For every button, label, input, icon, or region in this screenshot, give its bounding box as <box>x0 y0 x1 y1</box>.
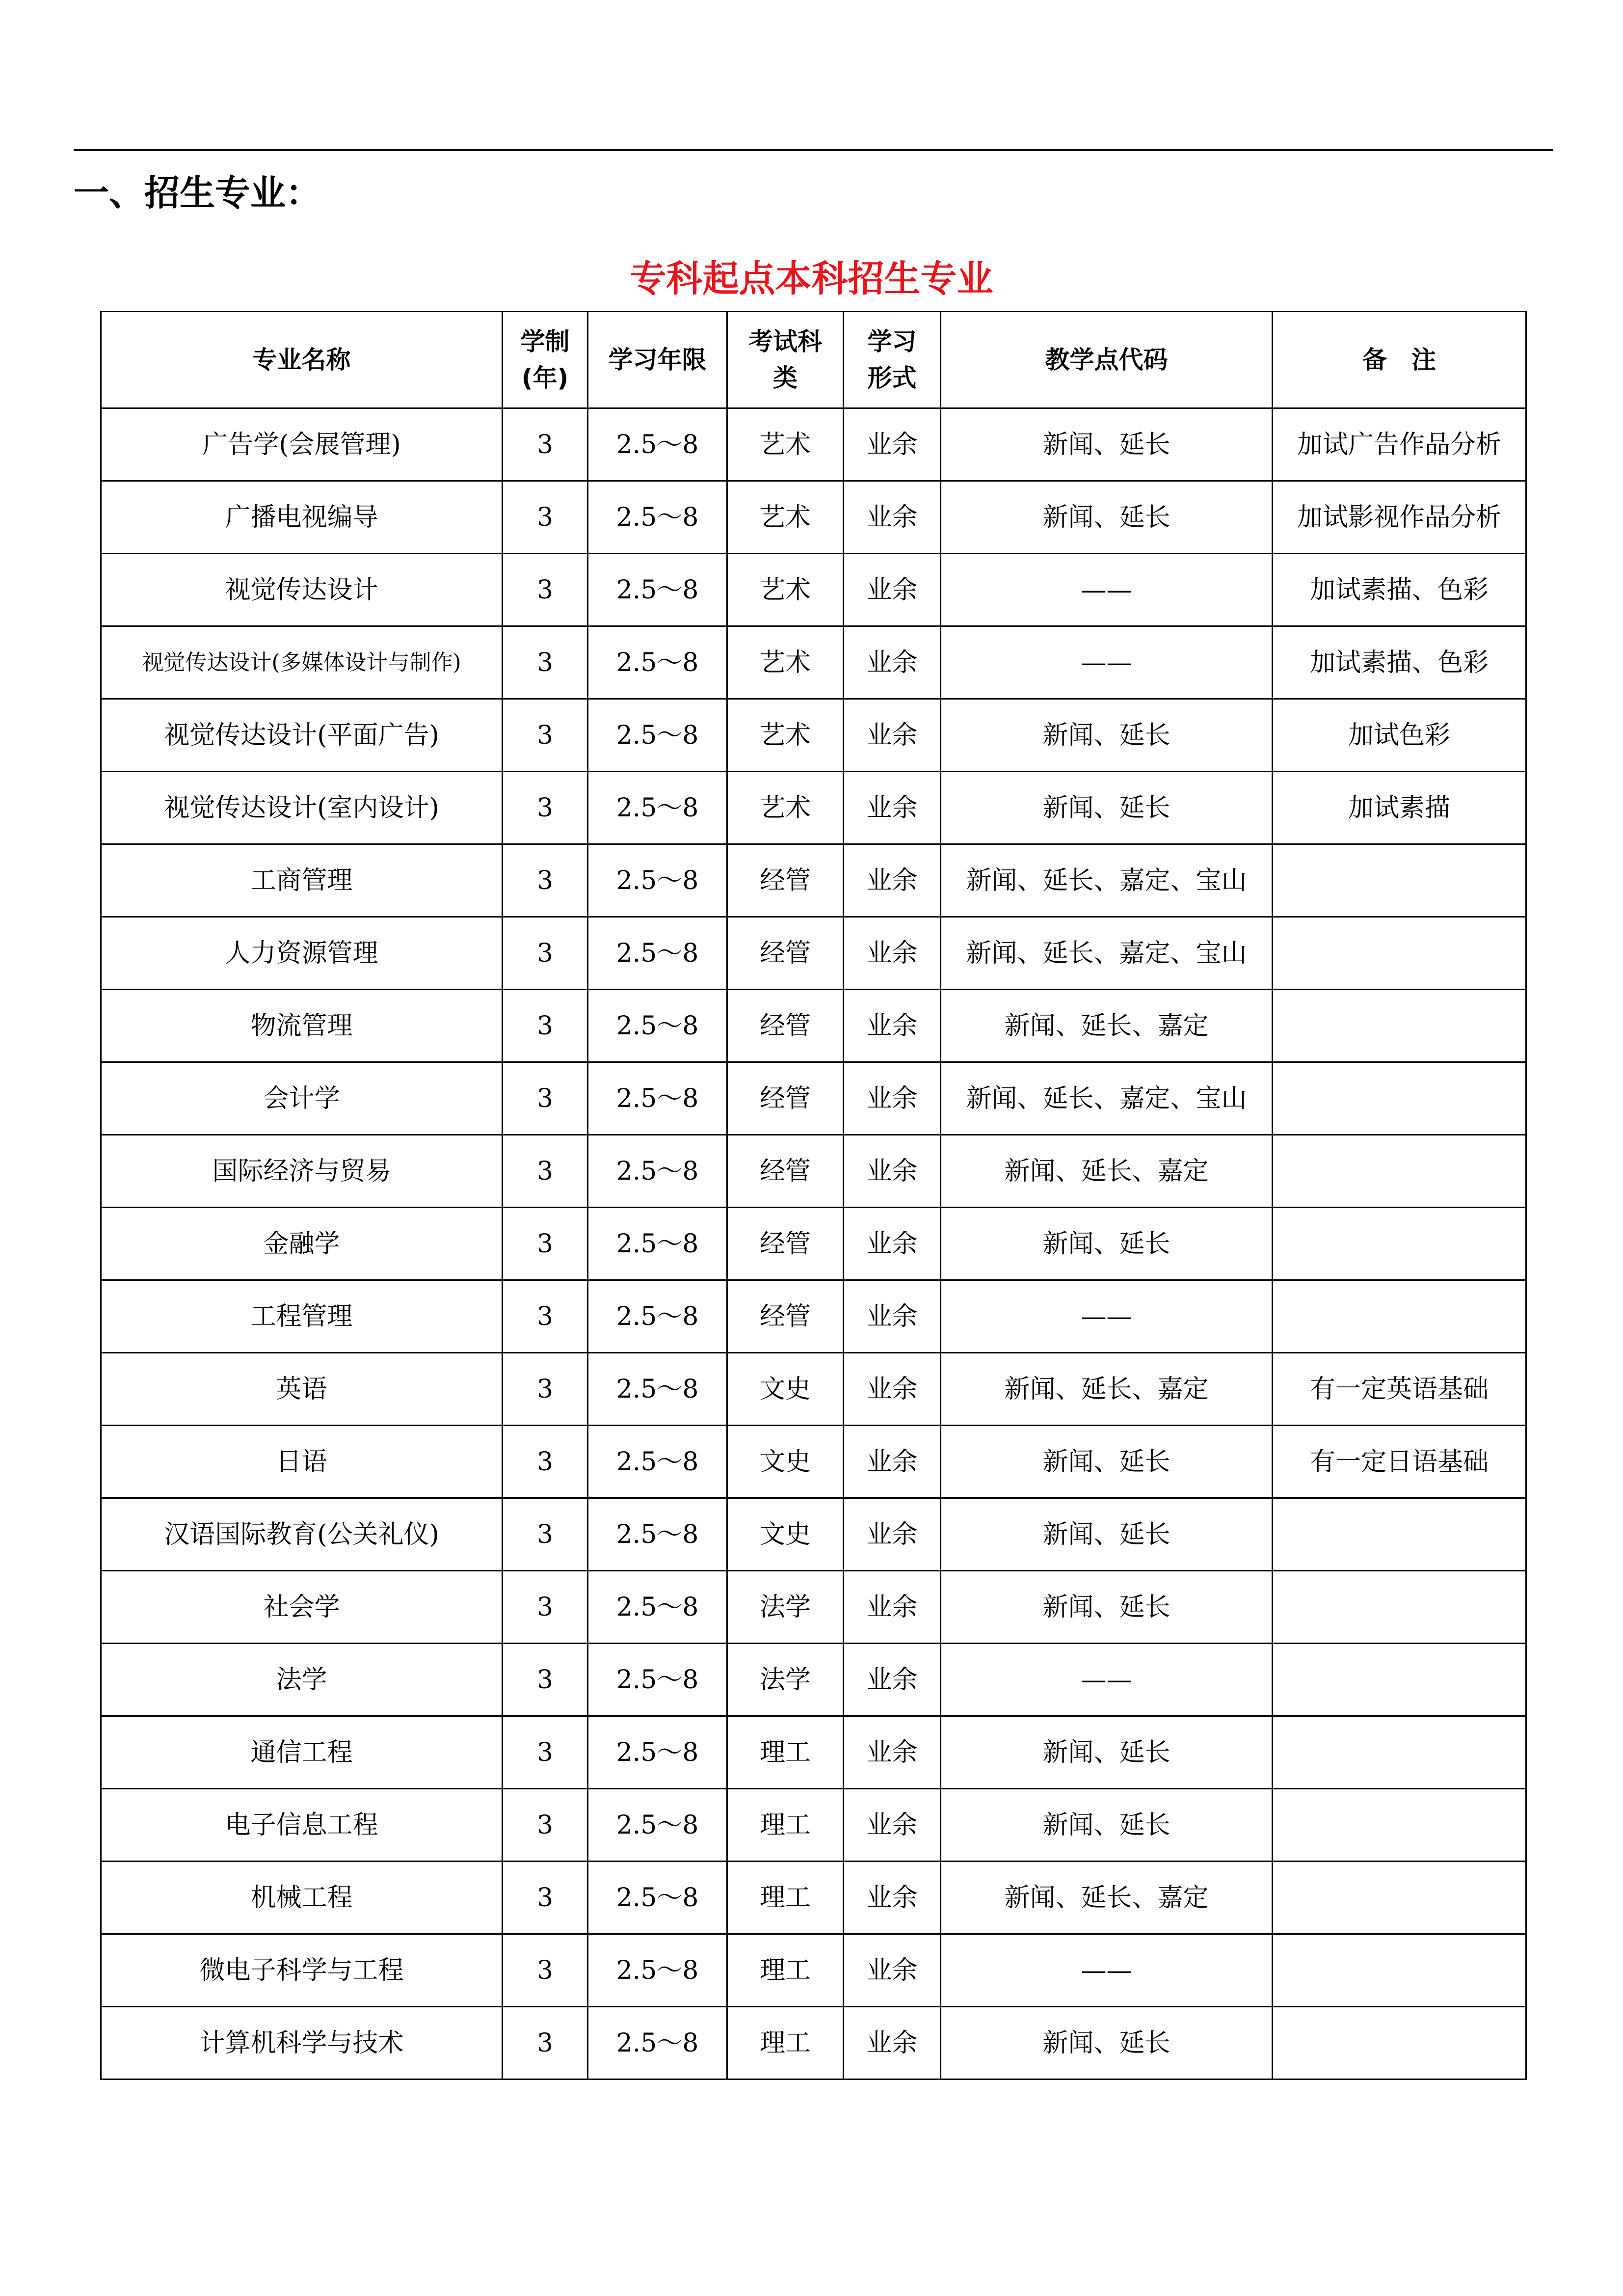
cell-notes <box>1273 990 1526 1062</box>
cell-notes <box>1273 917 1526 990</box>
cell-site-code: 新闻、延长、嘉定、宝山 <box>941 1062 1273 1135</box>
table-row <box>101 990 1526 1062</box>
cell-notes <box>1273 1716 1526 1789</box>
cell-site-code: 新闻、延长 <box>941 1498 1273 1571</box>
cell-notes: 有一定日语基础 <box>1273 1426 1526 1498</box>
cell-exam-category: 理工 <box>727 1934 844 2007</box>
table-row <box>101 408 1526 481</box>
table-row <box>101 1862 1526 1934</box>
table-row <box>101 1934 1526 2007</box>
cell-study-period: 2.5～8 <box>588 917 727 990</box>
cell-site-code: —— <box>941 1934 1273 2007</box>
cell-notes: 有一定英语基础 <box>1273 1353 1526 1426</box>
cell-study-mode: 业余 <box>844 626 941 699</box>
cell-major: 视觉传达设计 <box>101 554 503 626</box>
cell-study-period: 2.5～8 <box>588 481 727 554</box>
table-row <box>101 699 1526 772</box>
header-exam-category: 考试科 类 <box>727 312 844 408</box>
cell-study-period: 2.5～8 <box>588 844 727 917</box>
cell-study-period: 2.5～8 <box>588 990 727 1062</box>
cell-notes <box>1273 1789 1526 1862</box>
cell-major: 人力资源管理 <box>101 917 503 990</box>
cell-study-mode: 业余 <box>844 1644 941 1716</box>
cell-years: 3 <box>503 1862 588 1934</box>
cell-years: 3 <box>503 1571 588 1644</box>
cell-years: 3 <box>503 1062 588 1135</box>
cell-study-period: 2.5～8 <box>588 1498 727 1571</box>
cell-exam-category: 艺术 <box>727 408 844 481</box>
cell-exam-category: 经管 <box>727 917 844 990</box>
cell-site-code: 新闻、延长、嘉定、宝山 <box>941 917 1273 990</box>
cell-years: 3 <box>503 554 588 626</box>
cell-notes <box>1273 1862 1526 1934</box>
table-row <box>101 1789 1526 1862</box>
cell-study-mode: 业余 <box>844 844 941 917</box>
cell-study-mode: 业余 <box>844 1498 941 1571</box>
cell-years: 3 <box>503 1426 588 1498</box>
cell-study-mode: 业余 <box>844 1862 941 1934</box>
cell-exam-category: 经管 <box>727 844 844 917</box>
cell-exam-category: 经管 <box>727 1062 844 1135</box>
cell-site-code: 新闻、延长 <box>941 2007 1273 2080</box>
cell-major: 微电子科学与工程 <box>101 1934 503 2007</box>
cell-exam-category: 理工 <box>727 2007 844 2080</box>
cell-notes <box>1273 1208 1526 1280</box>
cell-study-period: 2.5～8 <box>588 1426 727 1498</box>
cell-years: 3 <box>503 699 588 772</box>
cell-study-mode: 业余 <box>844 917 941 990</box>
cell-years: 3 <box>503 1934 588 2007</box>
cell-years: 3 <box>503 1135 588 1208</box>
cell-site-code: 新闻、延长、嘉定 <box>941 990 1273 1062</box>
cell-notes <box>1273 2007 1526 2080</box>
cell-exam-category: 艺术 <box>727 699 844 772</box>
cell-notes: 加试色彩 <box>1273 699 1526 772</box>
cell-study-period: 2.5～8 <box>588 2007 727 2080</box>
cell-study-mode: 业余 <box>844 1135 941 1208</box>
cell-years: 3 <box>503 481 588 554</box>
cell-site-code: 新闻、延长 <box>941 699 1273 772</box>
table-row <box>101 1208 1526 1280</box>
cell-years: 3 <box>503 1644 588 1716</box>
cell-major: 电子信息工程 <box>101 1789 503 1862</box>
cell-major: 广告学(会展管理) <box>101 408 503 481</box>
cell-years: 3 <box>503 2007 588 2080</box>
cell-study-mode: 业余 <box>844 990 941 1062</box>
cell-study-period: 2.5～8 <box>588 1062 727 1135</box>
cell-exam-category: 艺术 <box>727 481 844 554</box>
cell-major: 广播电视编导 <box>101 481 503 554</box>
cell-study-mode: 业余 <box>844 481 941 554</box>
table-body <box>101 408 1526 2080</box>
cell-study-mode: 业余 <box>844 1353 941 1426</box>
cell-site-code: —— <box>941 1644 1273 1716</box>
cell-exam-category: 艺术 <box>727 772 844 844</box>
cell-major: 机械工程 <box>101 1862 503 1934</box>
cell-study-period: 2.5～8 <box>588 1353 727 1426</box>
cell-years: 3 <box>503 1353 588 1426</box>
cell-years: 3 <box>503 844 588 917</box>
cell-exam-category: 艺术 <box>727 554 844 626</box>
cell-study-mode: 业余 <box>844 1571 941 1644</box>
cell-site-code: 新闻、延长、嘉定 <box>941 1862 1273 1934</box>
cell-notes <box>1273 1498 1526 1571</box>
cell-study-period: 2.5～8 <box>588 772 727 844</box>
cell-major: 物流管理 <box>101 990 503 1062</box>
table-row <box>101 844 1526 917</box>
cell-exam-category: 经管 <box>727 1280 844 1353</box>
section-heading: 一、招生专业： <box>74 172 321 214</box>
table-row <box>101 2007 1526 2080</box>
cell-exam-category: 艺术 <box>727 626 844 699</box>
header-study-period: 学习年限 <box>588 312 727 408</box>
cell-major: 汉语国际教育(公关礼仪) <box>101 1498 503 1571</box>
cell-study-period: 2.5～8 <box>588 554 727 626</box>
cell-site-code: —— <box>941 626 1273 699</box>
cell-study-mode: 业余 <box>844 1062 941 1135</box>
table-row <box>101 1280 1526 1353</box>
cell-major: 英语 <box>101 1353 503 1426</box>
cell-study-period: 2.5～8 <box>588 1208 727 1280</box>
cell-site-code: 新闻、延长 <box>941 1789 1273 1862</box>
cell-major: 金融学 <box>101 1208 503 1280</box>
cell-notes <box>1273 1644 1526 1716</box>
cell-exam-category: 经管 <box>727 1135 844 1208</box>
cell-notes <box>1273 844 1526 917</box>
header-major: 专业名称 <box>101 312 503 408</box>
cell-notes <box>1273 1571 1526 1644</box>
cell-site-code: —— <box>941 1280 1273 1353</box>
cell-major: 计算机科学与技术 <box>101 2007 503 2080</box>
cell-years: 3 <box>503 772 588 844</box>
cell-major: 工程管理 <box>101 1280 503 1353</box>
cell-major: 通信工程 <box>101 1716 503 1789</box>
table-row <box>101 1062 1526 1135</box>
table-row <box>101 1644 1526 1716</box>
cell-study-period: 2.5～8 <box>588 408 727 481</box>
cell-site-code: 新闻、延长 <box>941 481 1273 554</box>
cell-years: 3 <box>503 1789 588 1862</box>
cell-study-period: 2.5～8 <box>588 1716 727 1789</box>
header-site-code: 教学点代码 <box>941 312 1273 408</box>
cell-exam-category: 法学 <box>727 1644 844 1716</box>
header-row <box>101 312 1526 408</box>
cell-site-code: 新闻、延长、嘉定 <box>941 1135 1273 1208</box>
cell-major: 视觉传达设计(室内设计) <box>101 772 503 844</box>
cell-exam-category: 法学 <box>727 1571 844 1644</box>
table-row <box>101 1135 1526 1208</box>
cell-exam-category: 文史 <box>727 1426 844 1498</box>
cell-study-mode: 业余 <box>844 1934 941 2007</box>
cell-notes <box>1273 1135 1526 1208</box>
cell-years: 3 <box>503 1716 588 1789</box>
table-row <box>101 1426 1526 1498</box>
cell-notes <box>1273 1062 1526 1135</box>
cell-major: 视觉传达设计(多媒体设计与制作) <box>101 626 503 699</box>
cell-notes: 加试素描、色彩 <box>1273 554 1526 626</box>
cell-study-mode: 业余 <box>844 1716 941 1789</box>
cell-study-period: 2.5～8 <box>588 1280 727 1353</box>
table-row <box>101 1498 1526 1571</box>
cell-major: 国际经济与贸易 <box>101 1135 503 1208</box>
cell-study-mode: 业余 <box>844 772 941 844</box>
cell-major: 社会学 <box>101 1571 503 1644</box>
cell-exam-category: 文史 <box>727 1353 844 1426</box>
cell-years: 3 <box>503 1208 588 1280</box>
cell-exam-category: 经管 <box>727 1208 844 1280</box>
cell-exam-category: 理工 <box>727 1716 844 1789</box>
cell-study-period: 2.5～8 <box>588 1135 727 1208</box>
header-years: 学制 (年) <box>503 312 588 408</box>
header-notes: 备 注 <box>1273 312 1526 408</box>
cell-years: 3 <box>503 626 588 699</box>
cell-study-mode: 业余 <box>844 408 941 481</box>
cell-exam-category: 理工 <box>727 1862 844 1934</box>
cell-study-period: 2.5～8 <box>588 1934 727 2007</box>
cell-study-mode: 业余 <box>844 1208 941 1280</box>
header-study-mode: 学习 形式 <box>844 312 941 408</box>
cell-site-code: 新闻、延长 <box>941 1426 1273 1498</box>
cell-years: 3 <box>503 990 588 1062</box>
cell-site-code: 新闻、延长 <box>941 1571 1273 1644</box>
cell-study-mode: 业余 <box>844 1789 941 1862</box>
cell-years: 3 <box>503 1280 588 1353</box>
cell-exam-category: 文史 <box>727 1498 844 1571</box>
cell-study-period: 2.5～8 <box>588 1571 727 1644</box>
cell-major: 视觉传达设计(平面广告) <box>101 699 503 772</box>
cell-study-mode: 业余 <box>844 1280 941 1353</box>
cell-exam-category: 经管 <box>727 990 844 1062</box>
majors-table <box>100 311 1527 2080</box>
cell-study-mode: 业余 <box>844 699 941 772</box>
cell-site-code: 新闻、延长 <box>941 772 1273 844</box>
cell-major: 日语 <box>101 1426 503 1498</box>
cell-study-period: 2.5～8 <box>588 1789 727 1862</box>
cell-years: 3 <box>503 917 588 990</box>
cell-major: 会计学 <box>101 1062 503 1135</box>
table-row <box>101 1353 1526 1426</box>
cell-study-period: 2.5～8 <box>588 1644 727 1716</box>
cell-study-period: 2.5～8 <box>588 626 727 699</box>
cell-notes: 加试素描 <box>1273 772 1526 844</box>
cell-major: 法学 <box>101 1644 503 1716</box>
cell-study-mode: 业余 <box>844 1426 941 1498</box>
cell-exam-category: 理工 <box>727 1789 844 1862</box>
table-row <box>101 1716 1526 1789</box>
cell-site-code: 新闻、延长 <box>941 1208 1273 1280</box>
cell-years: 3 <box>503 408 588 481</box>
table-row <box>101 1571 1526 1644</box>
table-title: 专科起点本科招生专业 <box>630 258 993 300</box>
cell-study-mode: 业余 <box>844 2007 941 2080</box>
table-row <box>101 554 1526 626</box>
cell-notes: 加试广告作品分析 <box>1273 408 1526 481</box>
cell-years: 3 <box>503 1498 588 1571</box>
cell-study-period: 2.5～8 <box>588 1862 727 1934</box>
cell-site-code: 新闻、延长、嘉定、宝山 <box>941 844 1273 917</box>
cell-site-code: 新闻、延长、嘉定 <box>941 1353 1273 1426</box>
table-row <box>101 481 1526 554</box>
cell-major: 工商管理 <box>101 844 503 917</box>
table-row <box>101 917 1526 990</box>
cell-notes: 加试影视作品分析 <box>1273 481 1526 554</box>
cell-study-period: 2.5～8 <box>588 699 727 772</box>
cell-site-code: 新闻、延长 <box>941 1716 1273 1789</box>
header-rule <box>74 149 1553 151</box>
cell-notes <box>1273 1934 1526 2007</box>
cell-notes <box>1273 1280 1526 1353</box>
table-row <box>101 772 1526 844</box>
cell-site-code: 新闻、延长 <box>941 408 1273 481</box>
table-row <box>101 626 1526 699</box>
cell-study-mode: 业余 <box>844 554 941 626</box>
cell-notes: 加试素描、色彩 <box>1273 626 1526 699</box>
cell-site-code: —— <box>941 554 1273 626</box>
